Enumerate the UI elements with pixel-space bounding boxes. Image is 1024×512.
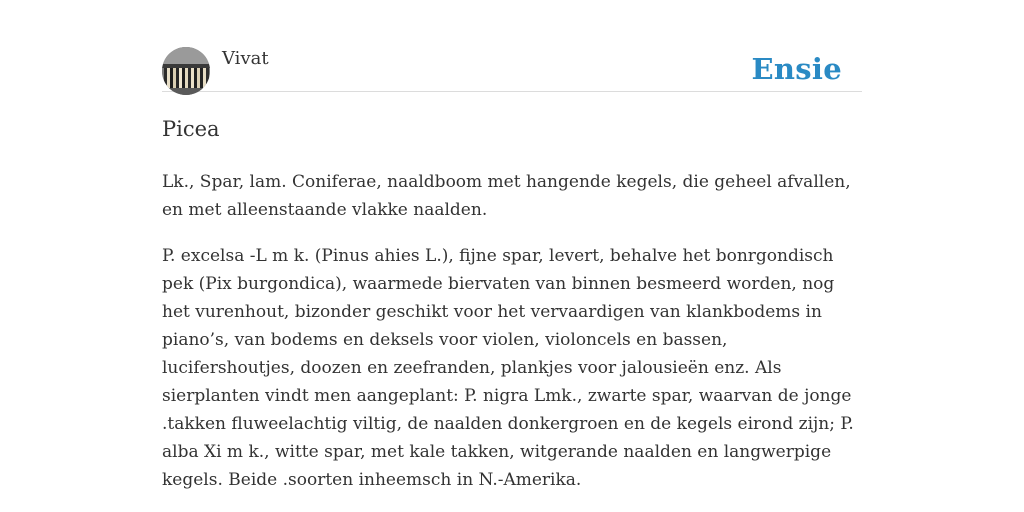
ensie-logo[interactable]: Ensie <box>751 52 842 86</box>
article-paragraph: Lk., Spar, lam. Coniferae, naaldboom met hangende kegels, die geheel afvallen, en met alleenstaande vlakke naalden. <box>162 172 851 220</box>
avatar[interactable] <box>162 47 210 95</box>
article-page <box>162 44 862 494</box>
article-header <box>162 44 862 92</box>
article-paragraph: P. excelsa -L m k. (Pinus ahies L.), fijne spar, levert, behalve het bonrgondisch pek (Pix burgondica), waarmede biervaten van binnen besmeerd worden, nog het vurenhout, bizonder geschikt voor het vervaardigen van klankbodems in piano’s, van bodems en deksels voor violen, violoncels en bassen, lucifershoutjes, doozen en zeefranden, plankjes voor jalousieën enz. Als sierplanten vindt men aangeplant: P. nigra Lmk., zwarte spar, waarvan de jonge .takken fluweelachtig viltig, de naalden donkergroen en de kegels eirond zijn; P. alba Xi m k., witte spar, met kale takken, witgerande naalden en langwerpige kegels. Beide .soorten inheemsch in N.-Amerika. <box>162 246 854 490</box>
author-name[interactable]: Vivat <box>222 48 269 69</box>
book-spines-avatar-icon <box>162 47 210 95</box>
article-title: Picea <box>162 117 220 141</box>
